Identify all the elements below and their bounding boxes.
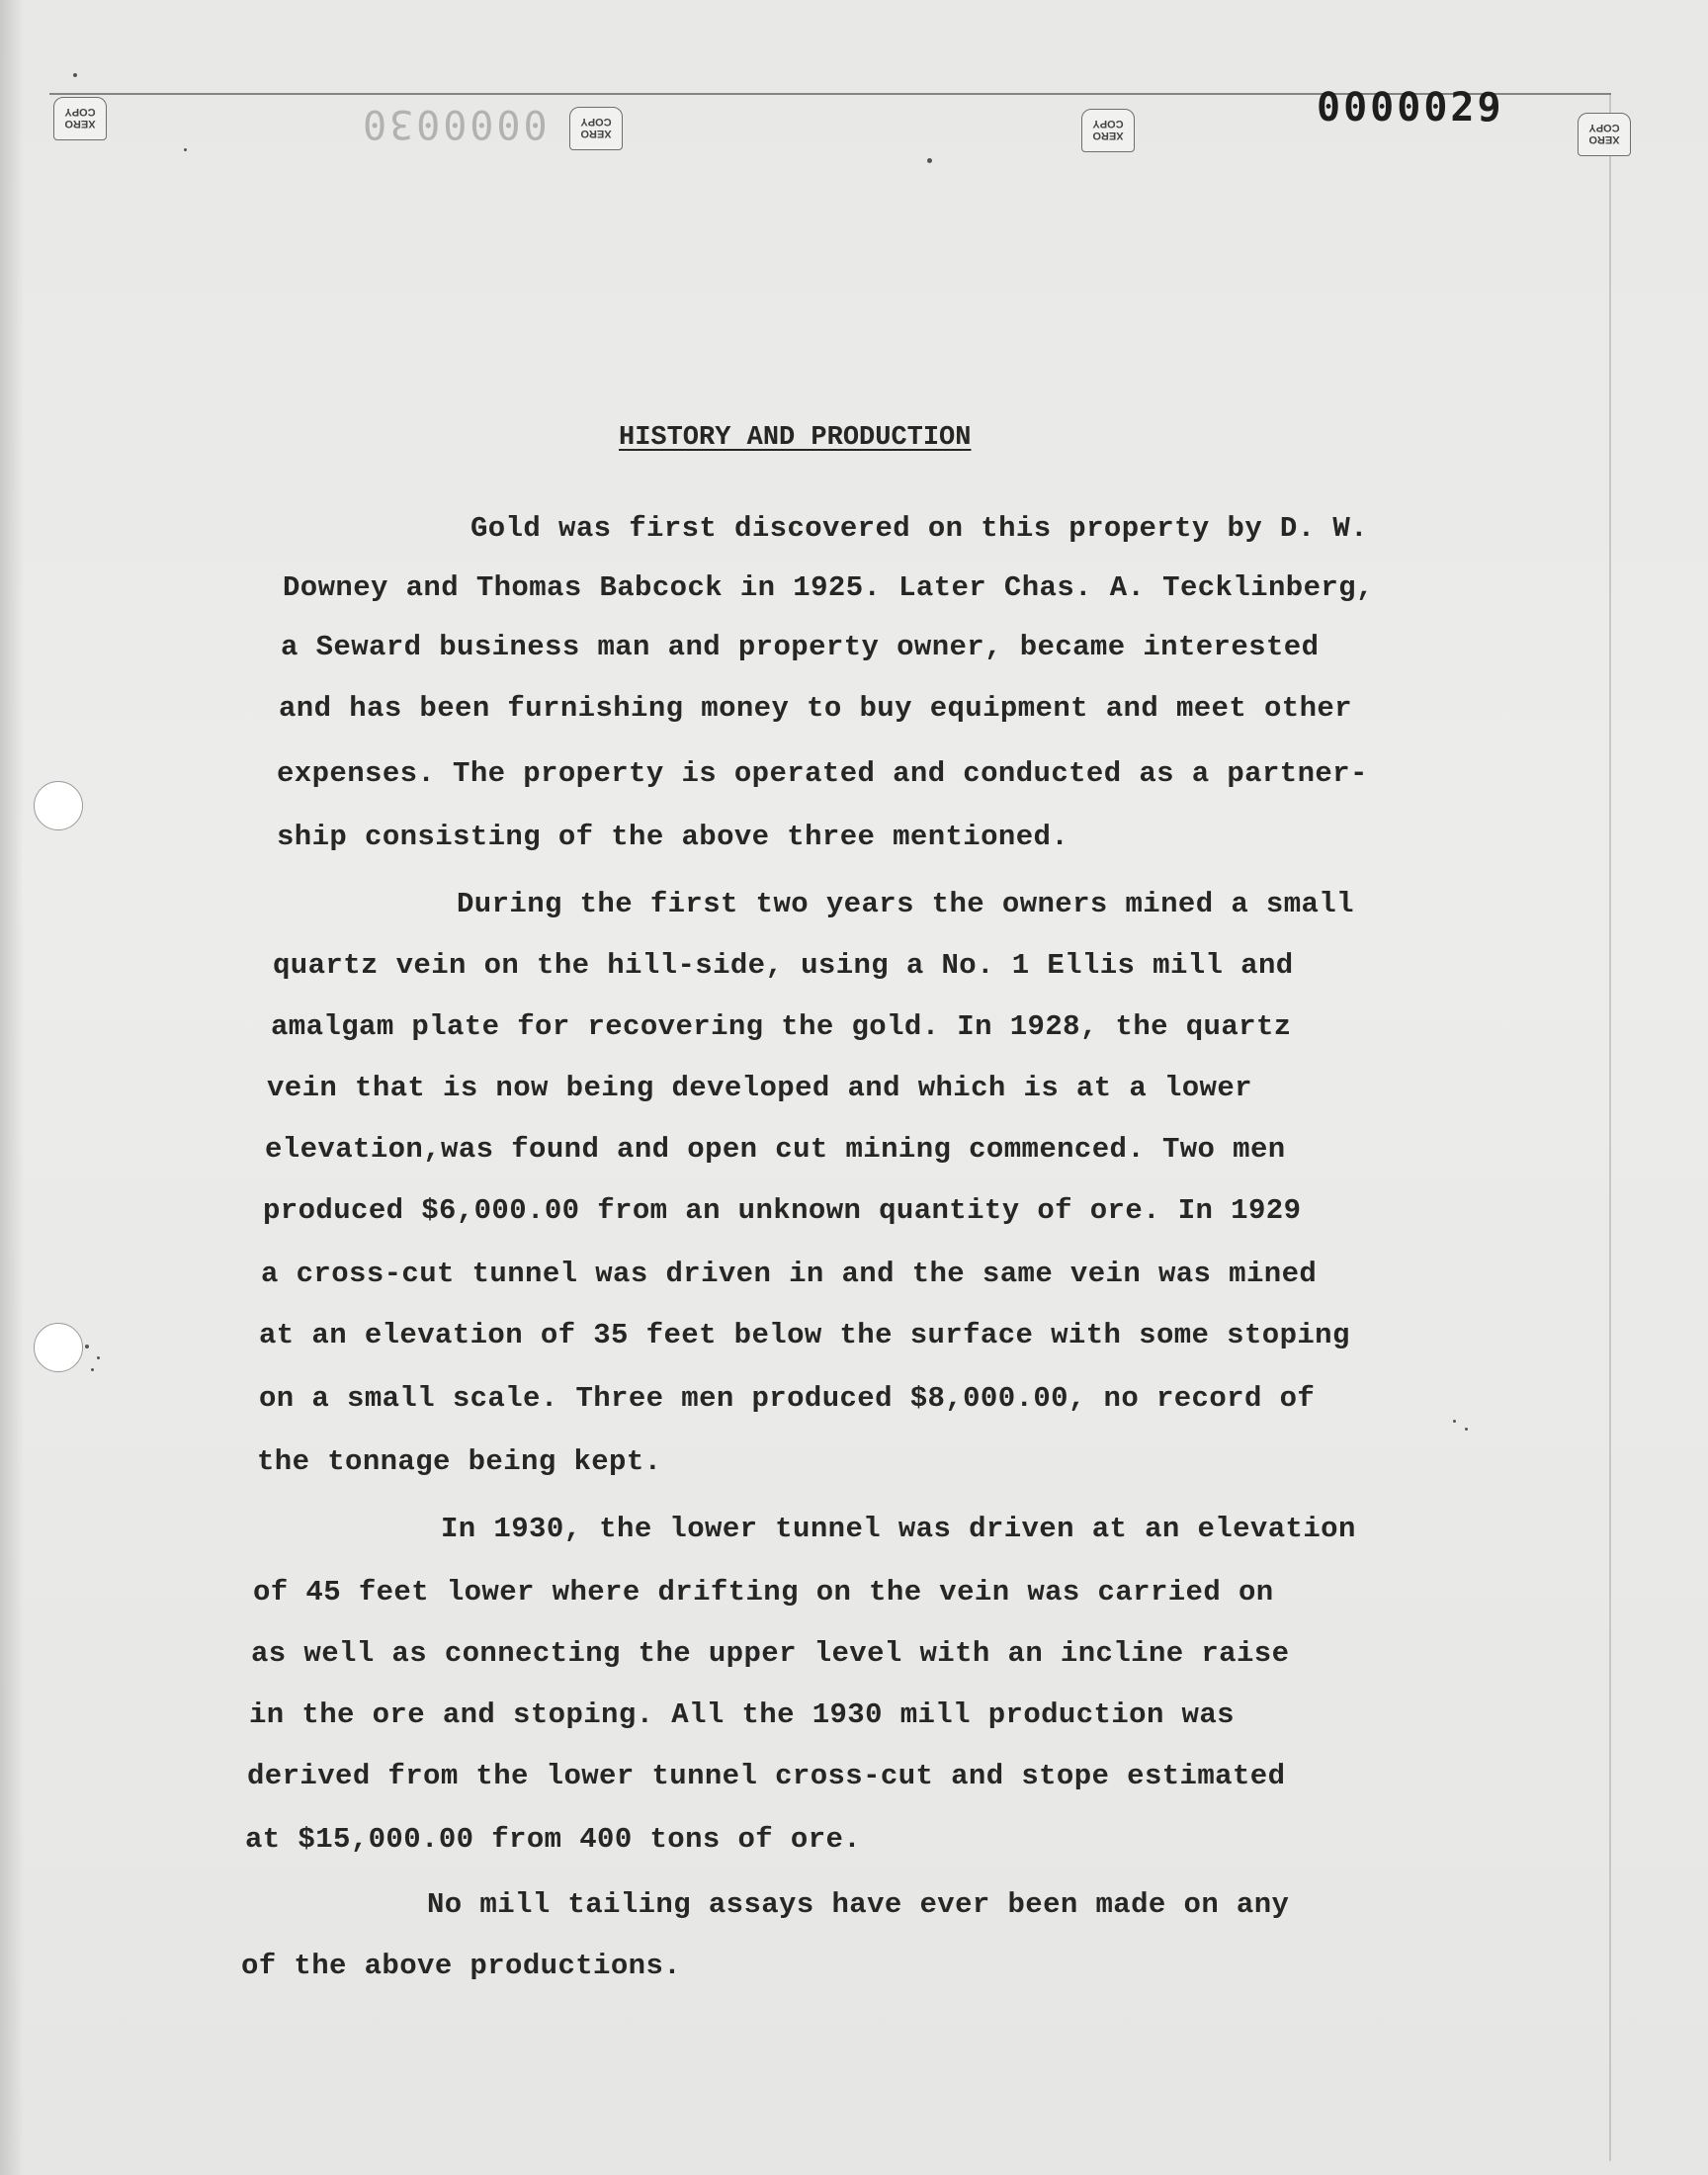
text-line: derived from the lower tunnel cross-cut and stope estimated <box>247 1760 1286 1792</box>
scan-shadow <box>0 0 24 2175</box>
text-line: on a small scale. Three men produced $8,000.00, no record of <box>259 1382 1316 1415</box>
text-line: of 45 feet lower where drifting on the vein was carried on <box>253 1576 1274 1609</box>
text-line: a Seward business man and property owner, became interested <box>281 631 1320 663</box>
text-line: at an elevation of 35 feet below the surface with some stoping <box>259 1319 1350 1351</box>
ghost-page-number: 0000030 <box>360 101 548 146</box>
scan-speckle <box>85 1345 89 1348</box>
xero-copy-stamp: XERO COPY <box>569 107 623 150</box>
text-line: elevation,was found and open cut mining commenced. Two men <box>265 1133 1286 1166</box>
xero-copy-stamp: XERO COPY <box>1081 109 1135 152</box>
text-line: the tonnage being kept. <box>257 1445 662 1478</box>
text-line: ship consisting of the above three mentioned. <box>277 821 1069 853</box>
scan-speckle <box>73 73 77 77</box>
text-line: In 1930, the lower tunnel was driven at an elevation <box>441 1513 1356 1545</box>
text-line: Downey and Thomas Babcock in 1925. Later Chas. A. Tecklinberg, <box>283 571 1374 604</box>
text-line: expenses. The property is operated and conducted as a partner- <box>277 757 1368 790</box>
scan-speckle <box>97 1356 100 1359</box>
punch-hole <box>34 781 83 830</box>
text-line: a cross-cut tunnel was driven in and the same vein was mined <box>261 1258 1318 1290</box>
text-line: and has been furnishing money to buy equipment and meet other <box>279 692 1352 725</box>
text-line: Gold was first discovered on this property by D. W. <box>470 512 1368 545</box>
scan-speckle <box>184 148 187 151</box>
text-line: in the ore and stoping. All the 1930 mill production was <box>249 1698 1235 1731</box>
text-line: amalgam plate for recovering the gold. In 1928, the quartz <box>271 1010 1292 1043</box>
text-line: as well as connecting the upper level with an incline raise <box>251 1637 1290 1670</box>
document-heading: HISTORY AND PRODUCTION <box>619 423 972 453</box>
scan-speckle <box>91 1368 94 1371</box>
xero-copy-stamp: XERO COPY <box>53 97 107 140</box>
text-line: of the above productions. <box>241 1950 682 1982</box>
xero-copy-stamp: XERO COPY <box>1578 113 1631 156</box>
page-number: 0000029 <box>1317 85 1504 130</box>
text-line: at $15,000.00 from 400 tons of ore. <box>245 1823 862 1856</box>
text-line: vein that is now being developed and which is at a lower <box>267 1072 1252 1104</box>
text-line: quartz vein on the hill-side, using a No. 1 Ellis mill and <box>273 949 1294 982</box>
scan-speckle <box>1465 1428 1468 1431</box>
text-line: During the first two years the owners mined a small <box>457 888 1354 920</box>
scan-speckle <box>1453 1420 1456 1423</box>
text-line: produced $6,000.00 from an unknown quantity of ore. In 1929 <box>263 1194 1302 1227</box>
punch-hole <box>34 1323 83 1372</box>
paper-right-edge <box>1609 95 1611 2161</box>
text-line: No mill tailing assays have ever been made on any <box>427 1888 1290 1921</box>
scan-speckle <box>927 158 932 163</box>
